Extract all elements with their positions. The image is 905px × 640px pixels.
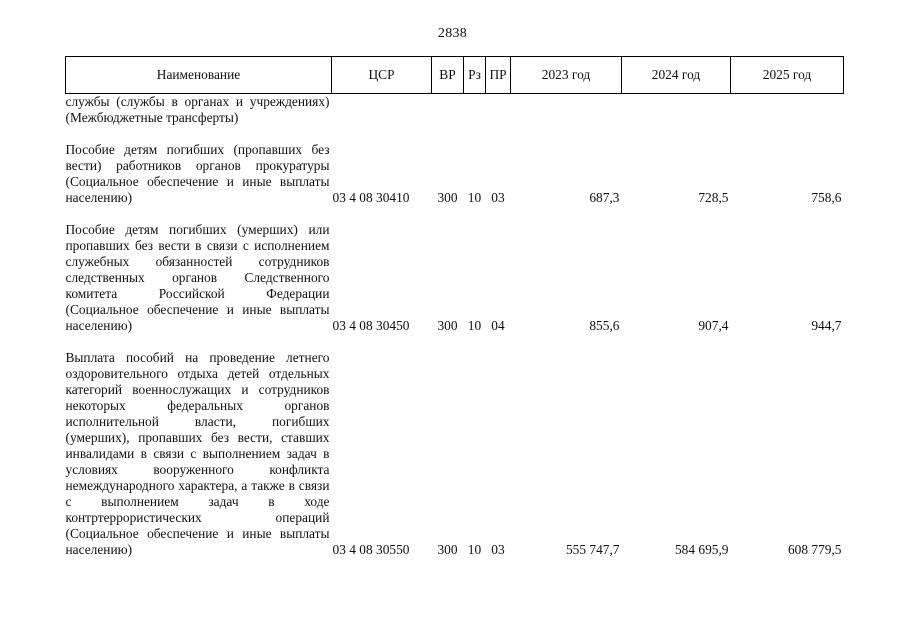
row-2025 (731, 94, 844, 127)
row-spacer (66, 334, 844, 350)
header-2023: 2023 год (511, 57, 622, 94)
table-header-row (66, 57, 844, 94)
row-2023: 555 747,7 (565, 542, 620, 557)
budget-table (65, 56, 844, 558)
table-row (66, 94, 844, 127)
row-2024: 584 695,9 (674, 542, 729, 557)
table-row (66, 142, 844, 206)
header-csr: ЦСР (332, 57, 432, 94)
row-vr (432, 94, 464, 127)
row-pr: 04 (491, 318, 505, 333)
row-name: Пособие детям погибших (пропавших без вести) работников органов прокуратуры (Социальное обеспечение и иные выплаты населению) (65, 142, 330, 205)
table-row (66, 350, 844, 558)
row-2023: 687,3 (589, 190, 620, 205)
row-2024 (622, 94, 731, 127)
row-2023 (511, 94, 622, 127)
header-pr: ПР (486, 57, 511, 94)
header-rz: Рз (464, 57, 486, 94)
header-name: Наименование (66, 57, 332, 94)
row-csr: 03 4 08 30550 (332, 542, 410, 557)
row-2025: 608 779,5 (787, 542, 842, 557)
row-spacer (66, 126, 844, 142)
row-pr (486, 94, 511, 127)
row-name: Выплата пособий на проведение летнего оздоровительного отдыха детей отдельных категорий военнослужащих и сотрудников некоторых федеральных органов исполнительной власти, погибших (умерших), пропавших без вести, ставших инвалидами в связи с выполнением задач в условиях вооруженного конфликта немеждународного характера, а также в связи с выполнением задач в ходе контртеррористических операций (Социальное обеспечение и иные выплаты населению) (65, 350, 330, 557)
row-name: Пособие детям погибших (умерших) или пропавших без вести в связи с исполнением служебных обязанностей сотрудников следственных органов Следственного комитета Российской Федерации (Социальное обеспечение и иные выплаты населению) (65, 222, 330, 333)
page-number: 2838 (437, 26, 468, 41)
row-vr: 300 (437, 542, 458, 557)
row-name: службы (службы в органах и учреждениях) (Межбюджетные трансферты) (65, 94, 330, 125)
row-2024: 728,5 (698, 190, 729, 205)
row-2025: 944,7 (811, 318, 842, 333)
row-vr: 300 (437, 190, 458, 205)
header-2024: 2024 год (622, 57, 731, 94)
row-spacer (66, 206, 844, 222)
row-2024: 907,4 (698, 318, 729, 333)
row-2023: 855,6 (589, 318, 620, 333)
header-2025: 2025 год (731, 57, 844, 94)
row-2025: 758,6 (811, 190, 842, 205)
row-rz: 10 (467, 318, 482, 333)
row-rz: 10 (467, 542, 482, 557)
row-vr: 300 (437, 318, 458, 333)
table-row (66, 222, 844, 334)
header-vr: ВР (432, 57, 464, 94)
row-csr (332, 94, 432, 127)
row-rz (464, 94, 486, 127)
row-pr: 03 (491, 542, 505, 557)
row-pr: 03 (491, 190, 505, 205)
row-csr: 03 4 08 30450 (332, 318, 410, 333)
row-csr: 03 4 08 30410 (332, 190, 410, 205)
row-rz: 10 (467, 190, 482, 205)
